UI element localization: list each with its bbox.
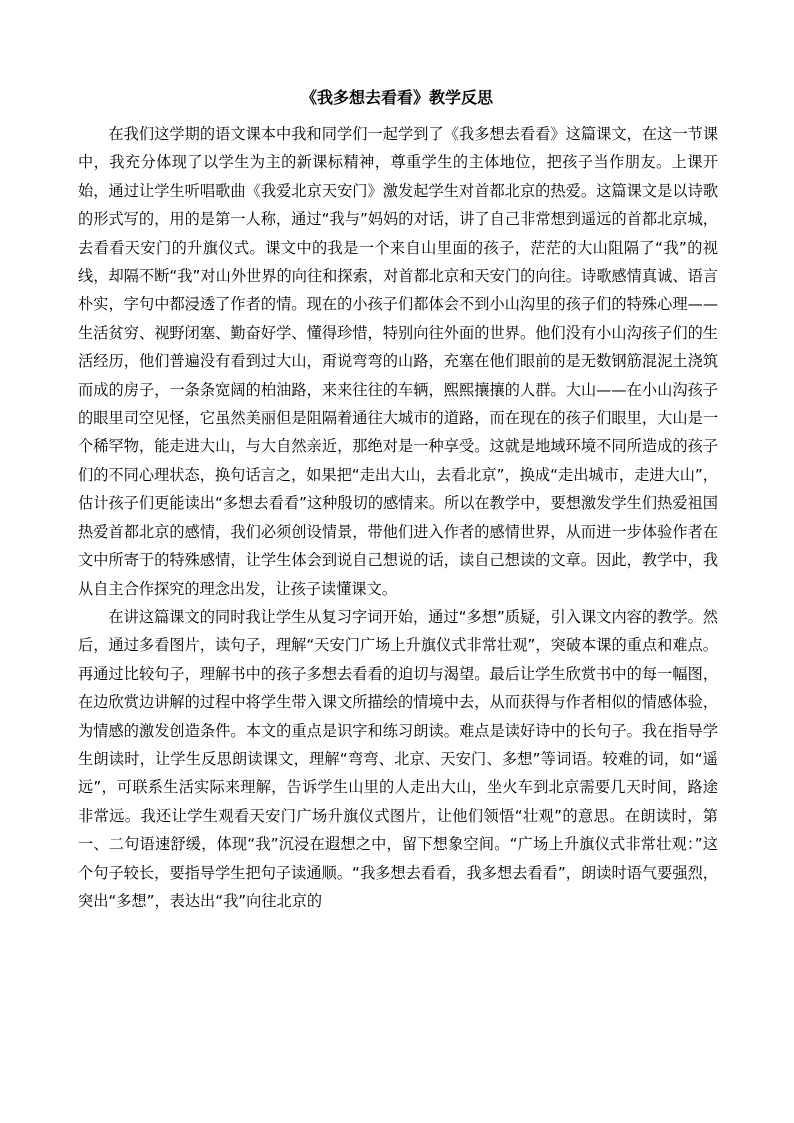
- document-title: 《我多想去看看》教学反思: [300, 88, 493, 107]
- paragraph-1: 在我们这学期的语文课本中我和同学们一起学到了《我多想去看看》这篇课文，在这一节课中，我充分体现了以学生为主的新课标精神，尊重学生的主体地位，把孩子当作朋友。上课开始，通过让学生听唱歌曲《我爱北京天安门》激发起学生对首都北京的热爱。这篇课文是以诗歌的形式写的，用的是第一人称，通过“我与”妈妈的对话，讲了自己非常想到遥远的首都北京城，去看看天安门的升旗仪式。课文中的我是一个来自山里面的孩子，茫茫的大山阻隔了“我”的视线，却隔不断“我”对山外世界的向往和探索，对首都北京和天安门的向往。诗歌感情真诚、语言朴实，字句中都浸透了作者的情。现在的小孩子们都体会不到小山沟里的孩子们的特殊心理——生活贫穷、视野闭塞、勤奋好学、懂得珍惜，特别向往外面的世界。他们没有小山沟孩子们的生活经历，他们普遍没有看到过大山，甭说弯弯的山路，充塞在他们眼前的是无数钢筋混泥土浇筑而成的房子，一条条宽阔的柏油路，来来往往的车辆，熙熙攘攘的人群。大山——在小山沟孩子的眼里司空见怪，它虽然美丽但是阻隔着通往大城市的道路，而在现在的孩子们眼里，大山是一个稀罕物，能走进大山，与大自然亲近，那绝对是一种享受。这就是地域环境不同所造成的孩子们的不同心理状态，换句话言之，如果把“走出大山，去看北京”，换成“走出城市，走进大山”，估计孩子们更能读出“多想去看看”这种殷切的感情来。所以在教学中，要想激发学生们热爱祖国热爱首都北京的感情，我们必须创设情景，带他们进入作者的感情世界，从而进一步体验作者在文中所寄于的特殊感情，让学生体会到说自己想说的话，读自己想读的文章。因此，教学中，我从自主合作探究的理念出发，让孩子读懂课文。: [78, 125, 718, 598]
- paragraph-2: 在讲这篇课文的同时我让学生从复习字词开始，通过“多想”质疑，引入课文内容的教学。然后，通过多看图片，读句子，理解“天安门广场上升旗仪式非常壮观”，突破本课的重点和难点。再通过比较句子，理解书中的孩子多想去看看的迫切与渴望。最后让学生欣赏书中的每一幅图，在边欣赏边讲解的过程中将学生带入课文所描绘的情境中去，从而获得与作者相似的情感体验，为情感的激发创造条件。本文的重点是识字和练习朗读。难点是读好诗中的长句子。我在指导学生朗读时，让学生反思朗读课文，理解“弯弯、北京、天安门、多想”等词语。较难的词，如“遥远”，可联系生活实际来理解，告诉学生山里的人走出大山，坐火车到北京需要几天时间，路途非常远。我还让学生观看天安门广场升旗仪式图片，让他们领悟“壮观”的意思。在朗读时，第一、二句语速舒缓，体现“我”沉浸在遐想之中，留下想象空间。“广场上升旗仪式非常壮观：”这个句子较长，要指导学生把句子读通顺。“我多想去看看，我多想去看看”，朗读时语气要强烈，突出“多想”，表达出“我”向往北京的: [78, 607, 718, 910]
- document-body: [78, 120, 718, 915]
